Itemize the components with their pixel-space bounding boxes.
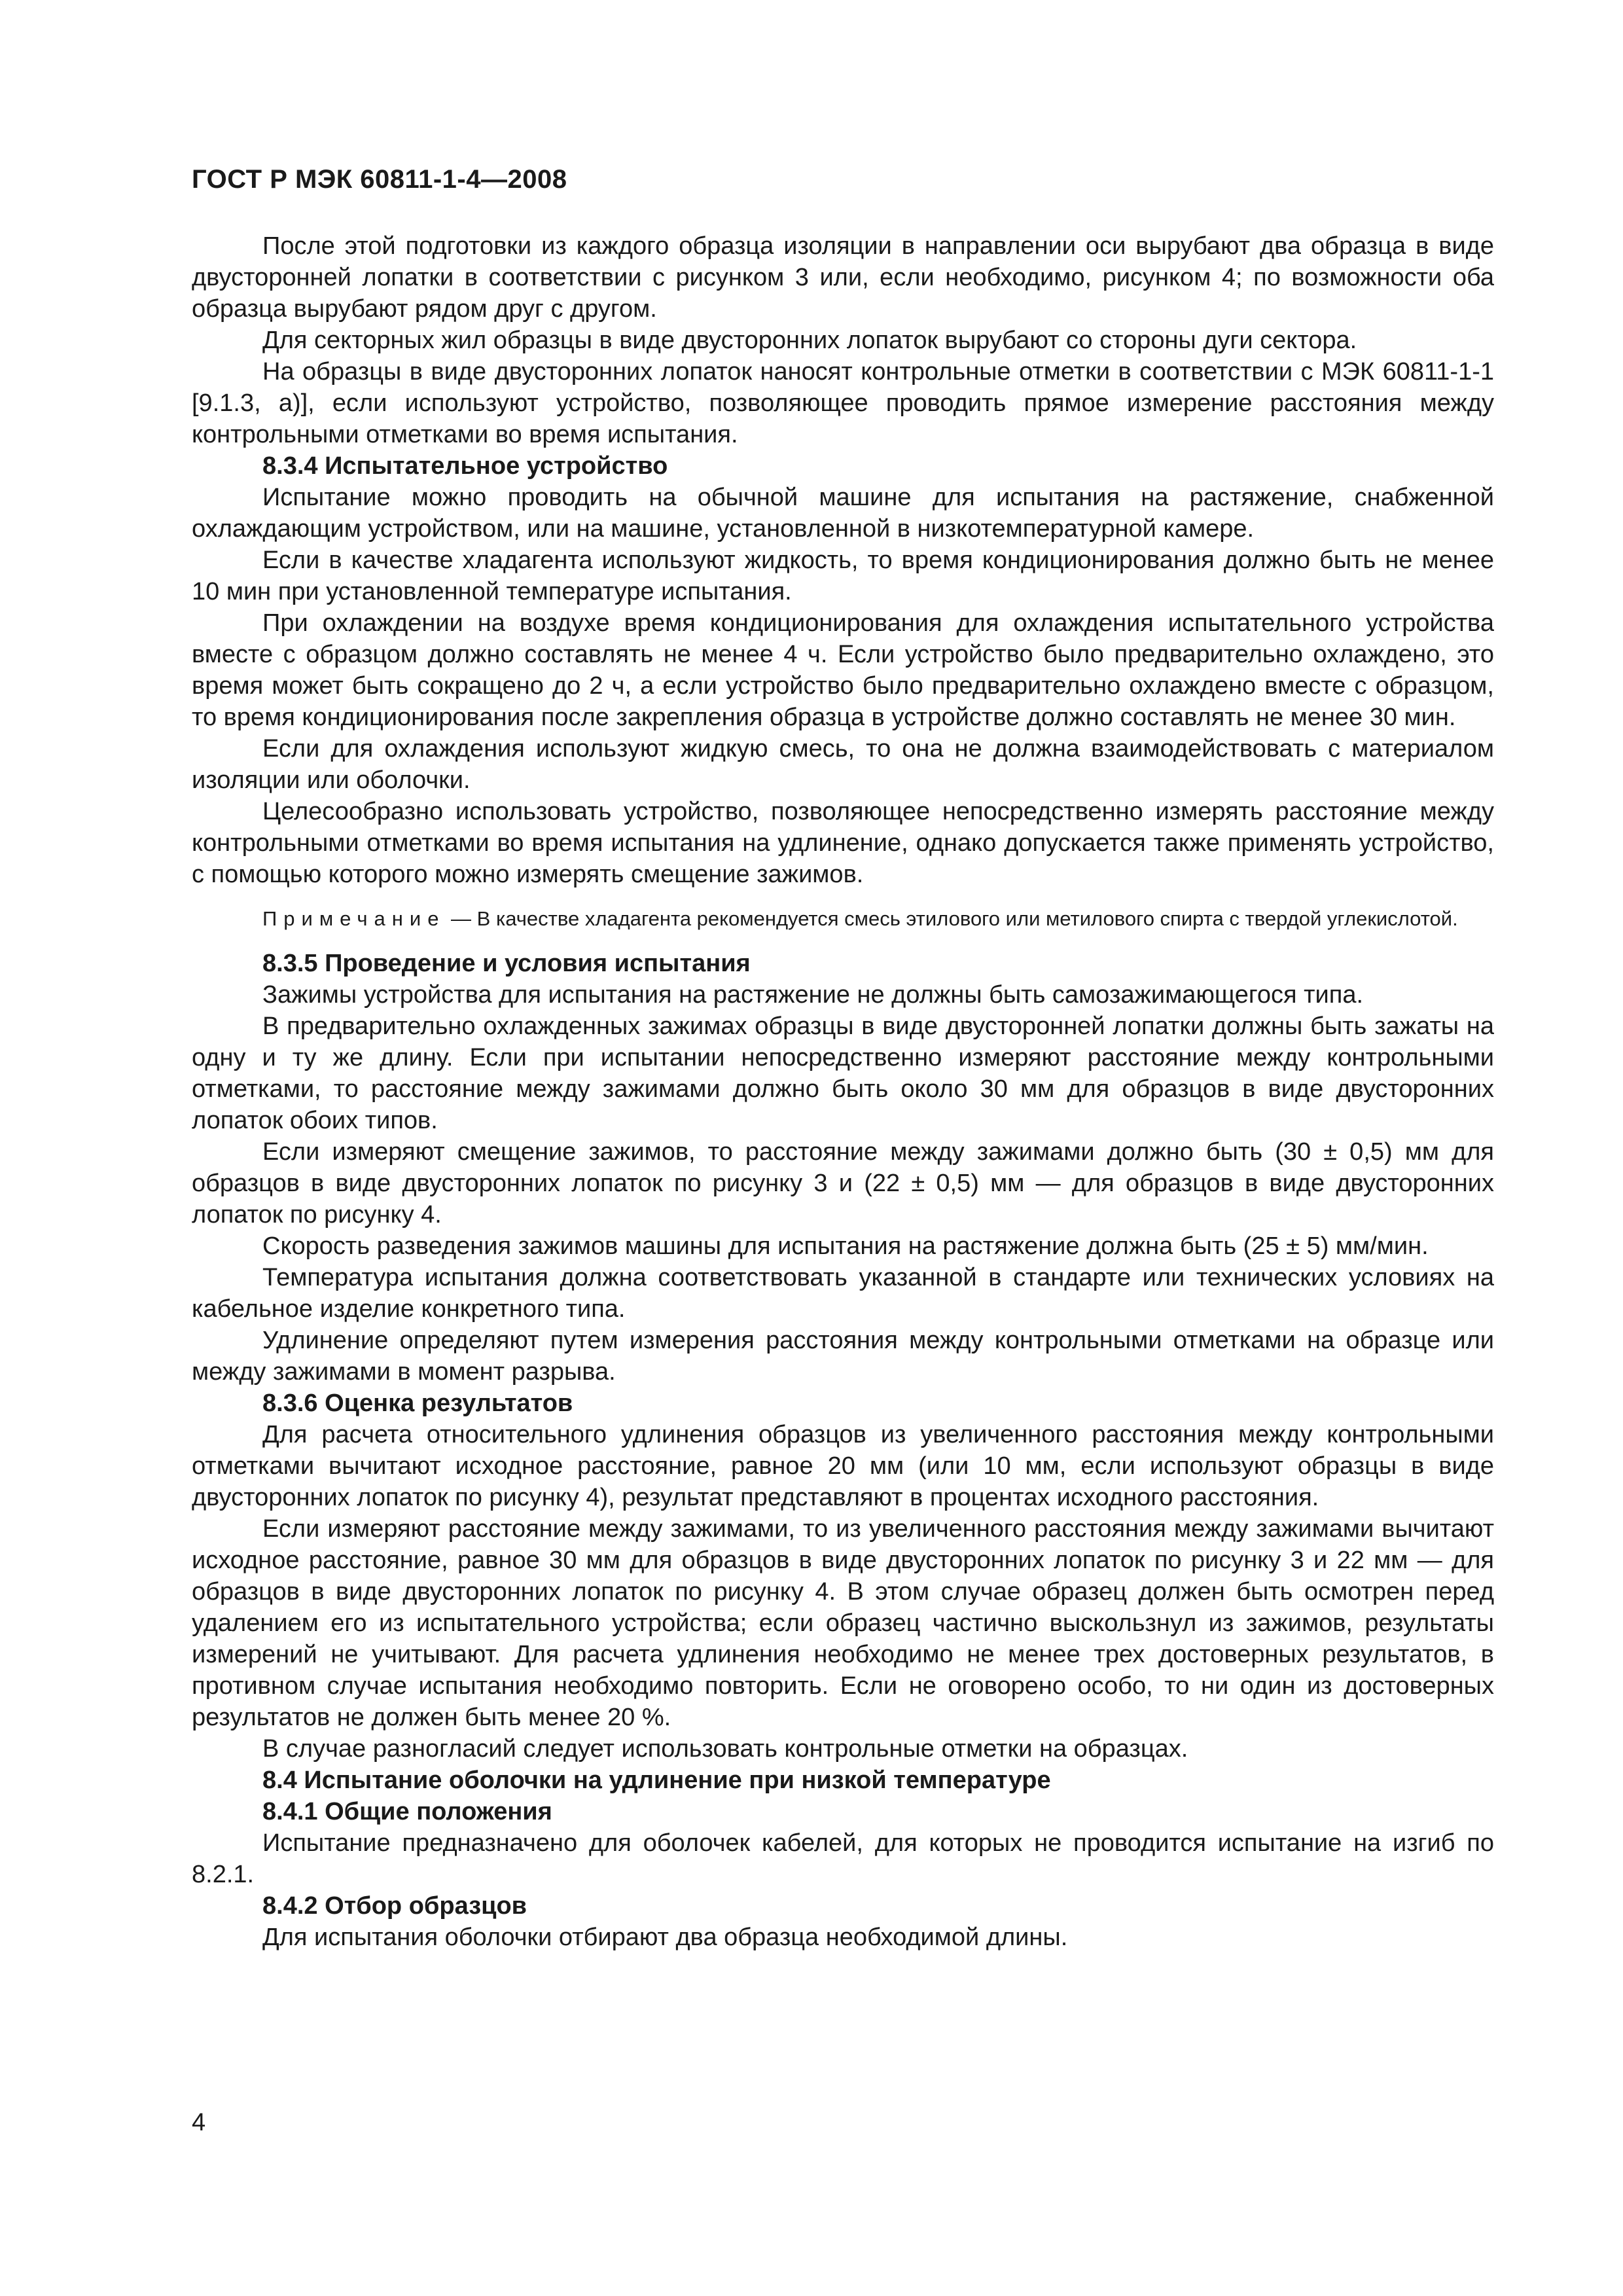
body-paragraph: Скорость разведения зажимов машины для испытания на растяжение должна быть (25 ± 5) мм/мин. [262,1232,1429,1260]
body-paragraph: Удлинение определяют путем измерения расстояния между контрольными отметками на образце или между зажимами в момент разрыва. [192,1327,1494,1386]
body-paragraph: Целесообразно использовать устройство, позволяющее непосредственно измерять расстояние между контрольными отметками во время испытания на удлинение, однако допускается также применять устройство, с помощью которого можно измерять смещение зажимов. [192,798,1494,888]
body-paragraph: При охлаждении на воздухе время кондиционирования для охлаждения испытательного устройства вместе с образцом должно составлять не менее 4 ч. Если устройство было предварительно охлаждено, это время может быть сокращено до 2 ч, а если устройство было предварительно охлаждено вместе с образцом, то время кондиционирования после закрепления образца в устройстве должно составлять не менее 30 мин. [192,609,1494,731]
body-paragraph: Если для охлаждения используют жидкую смесь, то она не должна взаимодействовать с материалом изоляции или оболочки. [192,735,1494,794]
body-paragraph: Для секторных жил образцы в виде двусторонних лопаток вырубают со стороны дуги сектора. [262,327,1357,354]
body-paragraph: В предварительно охлажденных зажимах образцы в виде двусторонней лопатки должны быть зажаты на одну и ту же длину. Если при испытании непосредственно измеряют расстояние между контрольными отметками, то расстояние между зажимами должно быть около 30 мм для образцов в виде двусторонних лопаток обоих типов. [192,1013,1494,1134]
body-paragraph: Если в качестве хладагента используют жидкость, то время кондиционирования должно быть не менее 10 мин при установленной температуре испытания. [192,547,1494,605]
section-heading-8-4: 8.4 Испытание оболочки на удлинение при низкой температуре [262,1767,1051,1794]
body-paragraph: На образцы в виде двусторонних лопаток наносят контрольные отметки в соответствии с МЭК 60811-1-1 [9.1.3, а)], если используют устройство, позволяющее проводить прямое измерение расстояния между контрольными отметками во время испытания. [192,358,1494,448]
body-paragraph: Если измеряют расстояние между зажимами, то из увеличенного расстояния между зажимами вычитают исходное расстояние, равное 30 мм для образцов в виде двусторонних лопаток по рисунку 3 и 22 мм — для образцов в виде двусторонних лопаток по рисунку 4. В этом случае образец должен быть осмотрен перед удалением его из испытательного устройства; если образец частично выскользнул из зажимов, результаты измерений не учитывают. Для расчета удлинения необходимо не менее трех достоверных результатов, в противном случае испытания необходимо повторить. Если не оговорено особо, то ни один из достоверных результатов не должен быть менее 20 %. [192,1515,1494,1731]
section-heading-8-4-1: 8.4.1 Общие положения [262,1798,552,1825]
section-heading-8-3-5: 8.3.5 Проведение и условия испытания [262,950,751,977]
note-text: — В качестве хладагента рекомендуется смесь этилового или метилового спирта с твердой углекислотой. [445,907,1458,930]
body-paragraph: Температура испытания должна соответствовать указанной в стандарте или технических условиях на кабельное изделие конкретного типа. [192,1264,1494,1323]
body-paragraph: Зажимы устройства для испытания на растяжение не должны быть самозажимающегося типа. [262,981,1364,1009]
body-paragraph: Испытание предназначено для оболочек кабелей, для которых не проводится испытание на изгиб по 8.2.1. [192,1829,1494,1888]
section-heading-8-4-2: 8.4.2 Отбор образцов [262,1892,527,1920]
note-paragraph [192,906,1494,932]
note-label: Примечание [262,907,446,930]
body-paragraph: Для испытания оболочки отбирают два образца необходимой длины. [262,1924,1068,1951]
section-heading-8-3-4: 8.3.4 Испытательное устройство [262,452,668,480]
body-paragraph: Если измеряют смещение зажимов, то расстояние между зажимами должно быть (30 ± 0,5) мм для образцов в виде двусторонних лопаток по рисунку 3 и (22 ± 0,5) мм — для образцов в виде двусторонних лопаток по рисунку 4. [192,1138,1494,1229]
page-number: 4 [192,2109,206,2136]
section-heading-8-3-6: 8.3.6 Оценка результатов [262,1390,573,1417]
body-paragraph: Для расчета относительного удлинения образцов из увеличенного расстояния между контрольными отметками вычитают исходное расстояние, равное 20 мм (или 10 мм, если используют образцы в виде двусторонних лопаток по рисунку 4), результат представляют в процентах исходного расстояния. [192,1421,1494,1511]
body-paragraph: После этой подготовки из каждого образца изоляции в направлении оси вырубают два образца в виде двусторонней лопатки в соответствии с рисунком 3 или, если необходимо, рисунком 4; по возможности оба образца вырубают рядом друг с другом. [192,232,1494,323]
document-body [192,230,1494,1953]
document-code-header: ГОСТ Р МЭК 60811-1-4—2008 [192,165,567,194]
body-paragraph: Испытание можно проводить на обычной машине для испытания на растяжение, снабженной охлаждающим устройством, или на машине, установленной в низкотемпературной камере. [192,484,1494,543]
body-paragraph: В случае разногласий следует использовать контрольные отметки на образцах. [262,1735,1188,1763]
